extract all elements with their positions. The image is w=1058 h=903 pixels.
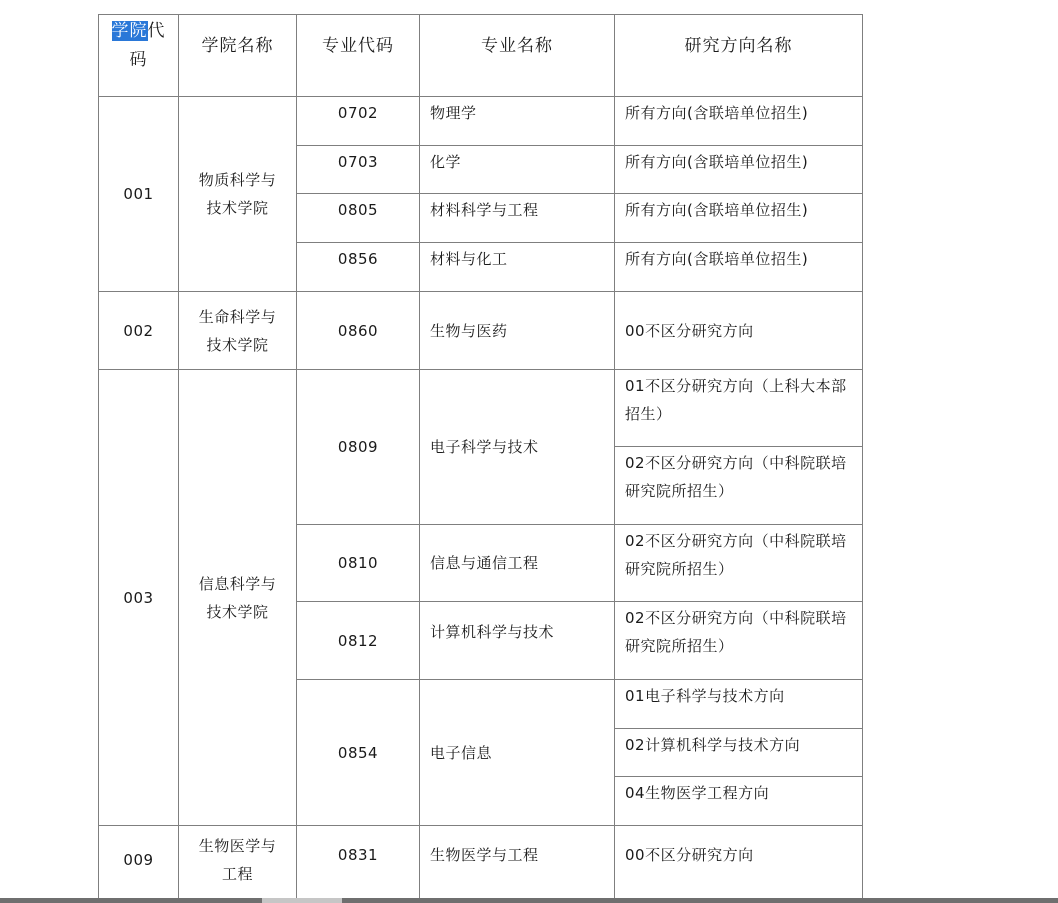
direction-cell: 02不区分研究方向（中科院联培研究院所招生）	[614, 524, 863, 602]
direction-cell: 所有方向(含联培单位招生)	[614, 242, 863, 292]
major-name-cell: 生物与医药	[419, 291, 615, 370]
header-major-name: 专业名称	[419, 14, 615, 97]
major-code-cell: 0860	[296, 291, 420, 370]
selected-text[interactable]: 学院	[111, 21, 148, 41]
direction-cell: 02不区分研究方向（中科院联培研究院所招生）	[614, 446, 863, 525]
scrollbar-thumb[interactable]	[262, 898, 342, 903]
major-code-cell: 0812	[296, 601, 420, 680]
major-name-cell: 化学	[419, 145, 615, 194]
header-college-name: 学院名称	[178, 14, 297, 97]
major-code-cell: 0854	[296, 679, 420, 826]
major-name-cell: 电子信息	[419, 679, 615, 826]
college-code-cell: 002	[98, 291, 179, 370]
college-name-cell: 物质科学与技术学院	[178, 96, 297, 292]
direction-cell: 00不区分研究方向	[614, 825, 863, 903]
major-code-cell: 0702	[296, 96, 420, 146]
major-code-cell: 0856	[296, 242, 420, 292]
college-code-cell: 003	[98, 369, 179, 826]
direction-cell: 02不区分研究方向（中科院联培研究院所招生）	[614, 601, 863, 680]
header-college-code: 学院代 码	[98, 14, 179, 97]
major-code-cell: 0810	[296, 524, 420, 602]
college-name-cell: 生物医学与工程	[178, 825, 297, 903]
major-code-cell: 0703	[296, 145, 420, 194]
major-code-cell: 0809	[296, 369, 420, 525]
direction-cell: 00不区分研究方向	[614, 291, 863, 370]
major-name-cell: 计算机科学与技术	[419, 601, 615, 680]
major-code-cell: 0831	[296, 825, 420, 903]
college-name-cell: 生命科学与技术学院	[178, 291, 297, 370]
major-name-cell: 生物医学与工程	[419, 825, 615, 903]
horizontal-scrollbar[interactable]	[0, 898, 1058, 903]
major-name-cell: 信息与通信工程	[419, 524, 615, 602]
header-major-code: 专业代码	[296, 14, 420, 97]
major-name-cell: 材料与化工	[419, 242, 615, 292]
direction-cell: 04生物医学工程方向	[614, 776, 863, 826]
college-name-cell: 信息科学与技术学院	[178, 369, 297, 826]
direction-cell: 01不区分研究方向（上科大本部招生）	[614, 369, 863, 447]
direction-cell: 所有方向(含联培单位招生)	[614, 96, 863, 146]
direction-cell: 所有方向(含联培单位招生)	[614, 145, 863, 194]
major-code-cell: 0805	[296, 193, 420, 243]
college-code-cell: 001	[98, 96, 179, 292]
header-research-direction: 研究方向名称	[614, 14, 863, 97]
direction-cell: 01电子科学与技术方向	[614, 679, 863, 729]
college-code-cell: 009	[98, 825, 179, 903]
major-name-cell: 电子科学与技术	[419, 369, 615, 525]
direction-cell: 02计算机科学与技术方向	[614, 728, 863, 777]
major-name-cell: 物理学	[419, 96, 615, 146]
direction-cell: 所有方向(含联培单位招生)	[614, 193, 863, 243]
major-name-cell: 材料科学与工程	[419, 193, 615, 243]
